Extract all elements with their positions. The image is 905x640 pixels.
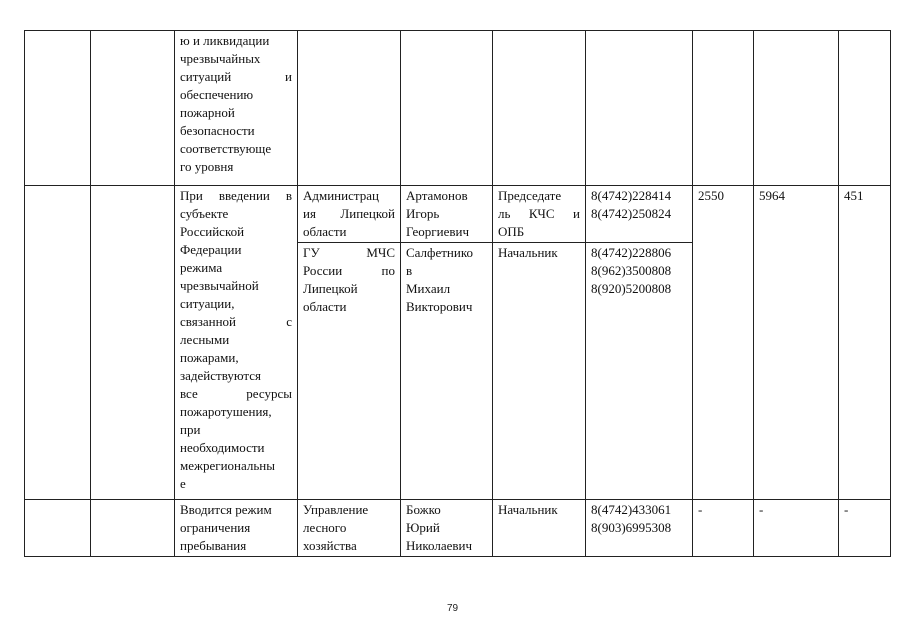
text-line: Начальник bbox=[498, 502, 558, 517]
phone-number: 8(4742)250824 bbox=[591, 206, 672, 221]
value-cell: - bbox=[693, 500, 754, 557]
value-cell: - bbox=[839, 500, 891, 557]
text-line: Юрий bbox=[406, 520, 440, 535]
text-line: межрегиональны bbox=[180, 458, 275, 473]
text-line: режима bbox=[180, 260, 223, 275]
text-line: Георгиевич bbox=[406, 224, 469, 239]
table-cell-empty bbox=[25, 31, 91, 186]
text-line: лесного bbox=[303, 520, 347, 535]
document-table bbox=[24, 30, 891, 557]
text-line: ГУ МЧС bbox=[303, 245, 395, 260]
text-line: Председате bbox=[498, 188, 562, 203]
text-line: России по bbox=[303, 263, 395, 278]
value-cell: - bbox=[754, 500, 839, 557]
text-line: Салфетнико bbox=[406, 245, 473, 260]
text-line: При введении в bbox=[180, 188, 292, 203]
text-line: Божко bbox=[406, 502, 441, 517]
table-cell-empty bbox=[839, 31, 891, 186]
value-cell: 451 bbox=[839, 186, 891, 500]
organization-cell bbox=[298, 186, 401, 243]
text-line: обеспечению bbox=[180, 87, 254, 102]
table-cell-empty bbox=[298, 31, 401, 186]
text-line: ю и ликвидации bbox=[180, 33, 270, 48]
text-line: пребывания bbox=[180, 538, 247, 553]
table-cell-empty bbox=[693, 31, 754, 186]
table-cell-empty bbox=[401, 31, 493, 186]
text-line: субъекте bbox=[180, 206, 229, 221]
text-line: Артамонов bbox=[406, 188, 468, 203]
text-line: ОПБ bbox=[498, 224, 525, 239]
text-line: ограничения bbox=[180, 520, 251, 535]
position-cell bbox=[493, 186, 586, 243]
measures-cell bbox=[175, 186, 298, 500]
text-line: при bbox=[180, 422, 201, 437]
table-cell-empty bbox=[754, 31, 839, 186]
table-cell-empty bbox=[493, 31, 586, 186]
table-row bbox=[25, 186, 891, 243]
text-line: все ресурсы bbox=[180, 386, 292, 401]
phones-cell bbox=[586, 243, 693, 500]
person-name-cell bbox=[401, 243, 493, 500]
text-line: Российской bbox=[180, 224, 245, 239]
text-line: безопасности bbox=[180, 123, 255, 138]
text-line: Игорь bbox=[406, 206, 440, 221]
position-cell bbox=[493, 500, 586, 557]
text-line: хозяйства bbox=[303, 538, 357, 553]
table-cell-empty bbox=[91, 31, 175, 186]
organization-cell bbox=[298, 500, 401, 557]
text-line: Липецкой bbox=[303, 281, 358, 296]
text-line: Управление bbox=[303, 502, 369, 517]
table-cell-empty bbox=[25, 500, 91, 557]
text-line: ль КЧС и bbox=[498, 206, 580, 221]
table-row bbox=[25, 31, 891, 186]
phones-cell bbox=[586, 500, 693, 557]
text-line: задействуются bbox=[180, 368, 262, 383]
phone-number: 8(903)6995308 bbox=[591, 520, 672, 535]
text-line: области bbox=[303, 299, 347, 314]
organization-cell bbox=[298, 243, 401, 500]
phone-number: 8(4742)228806 bbox=[591, 245, 672, 260]
table-cell-empty bbox=[91, 186, 175, 500]
text-line: пожарной bbox=[180, 105, 235, 120]
page-number: 79 bbox=[446, 603, 459, 614]
table-cell-empty bbox=[91, 500, 175, 557]
text-line: Федерации bbox=[180, 242, 242, 257]
phones-cell bbox=[586, 186, 693, 243]
text-line: лесными bbox=[180, 332, 230, 347]
text-line: пожарами, bbox=[180, 350, 239, 365]
text-line: чрезвычайных bbox=[180, 51, 261, 66]
text-line: связанной с bbox=[180, 314, 292, 329]
text-line: Викторович bbox=[406, 299, 473, 314]
text-line: го уровня bbox=[180, 159, 234, 174]
text-line: области bbox=[303, 224, 347, 239]
phone-number: 8(962)3500808 bbox=[591, 263, 672, 278]
phone-number: 8(4742)228414 bbox=[591, 188, 672, 203]
person-name-cell bbox=[401, 500, 493, 557]
measures-cell bbox=[175, 31, 298, 186]
text-line: е bbox=[180, 476, 186, 491]
text-line: ситуаций и bbox=[180, 69, 292, 84]
text-line: соответствующе bbox=[180, 141, 272, 156]
text-line: необходимости bbox=[180, 440, 265, 455]
text-line: пожаротушения, bbox=[180, 404, 272, 419]
text-line: чрезвычайной bbox=[180, 278, 259, 293]
text-line: ситуации, bbox=[180, 296, 235, 311]
phone-number: 8(4742)433061 bbox=[591, 502, 672, 517]
text-line: ия Липецкой bbox=[303, 206, 395, 221]
measures-cell bbox=[175, 500, 298, 557]
table-cell-empty bbox=[25, 186, 91, 500]
table-cell-empty bbox=[586, 31, 693, 186]
phone-number: 8(920)5200808 bbox=[591, 281, 672, 296]
position-cell bbox=[493, 243, 586, 500]
text-line: Вводится режим bbox=[180, 502, 272, 517]
text-line: Администрац bbox=[303, 188, 379, 203]
value-cell: 2550 bbox=[693, 186, 754, 500]
text-line: Начальник bbox=[498, 245, 558, 260]
text-line: в bbox=[406, 263, 413, 278]
text-line: Михаил bbox=[406, 281, 451, 296]
value-cell: 5964 bbox=[754, 186, 839, 500]
text-line: Николаевич bbox=[406, 538, 472, 553]
table-row bbox=[25, 500, 891, 557]
person-name-cell bbox=[401, 186, 493, 243]
